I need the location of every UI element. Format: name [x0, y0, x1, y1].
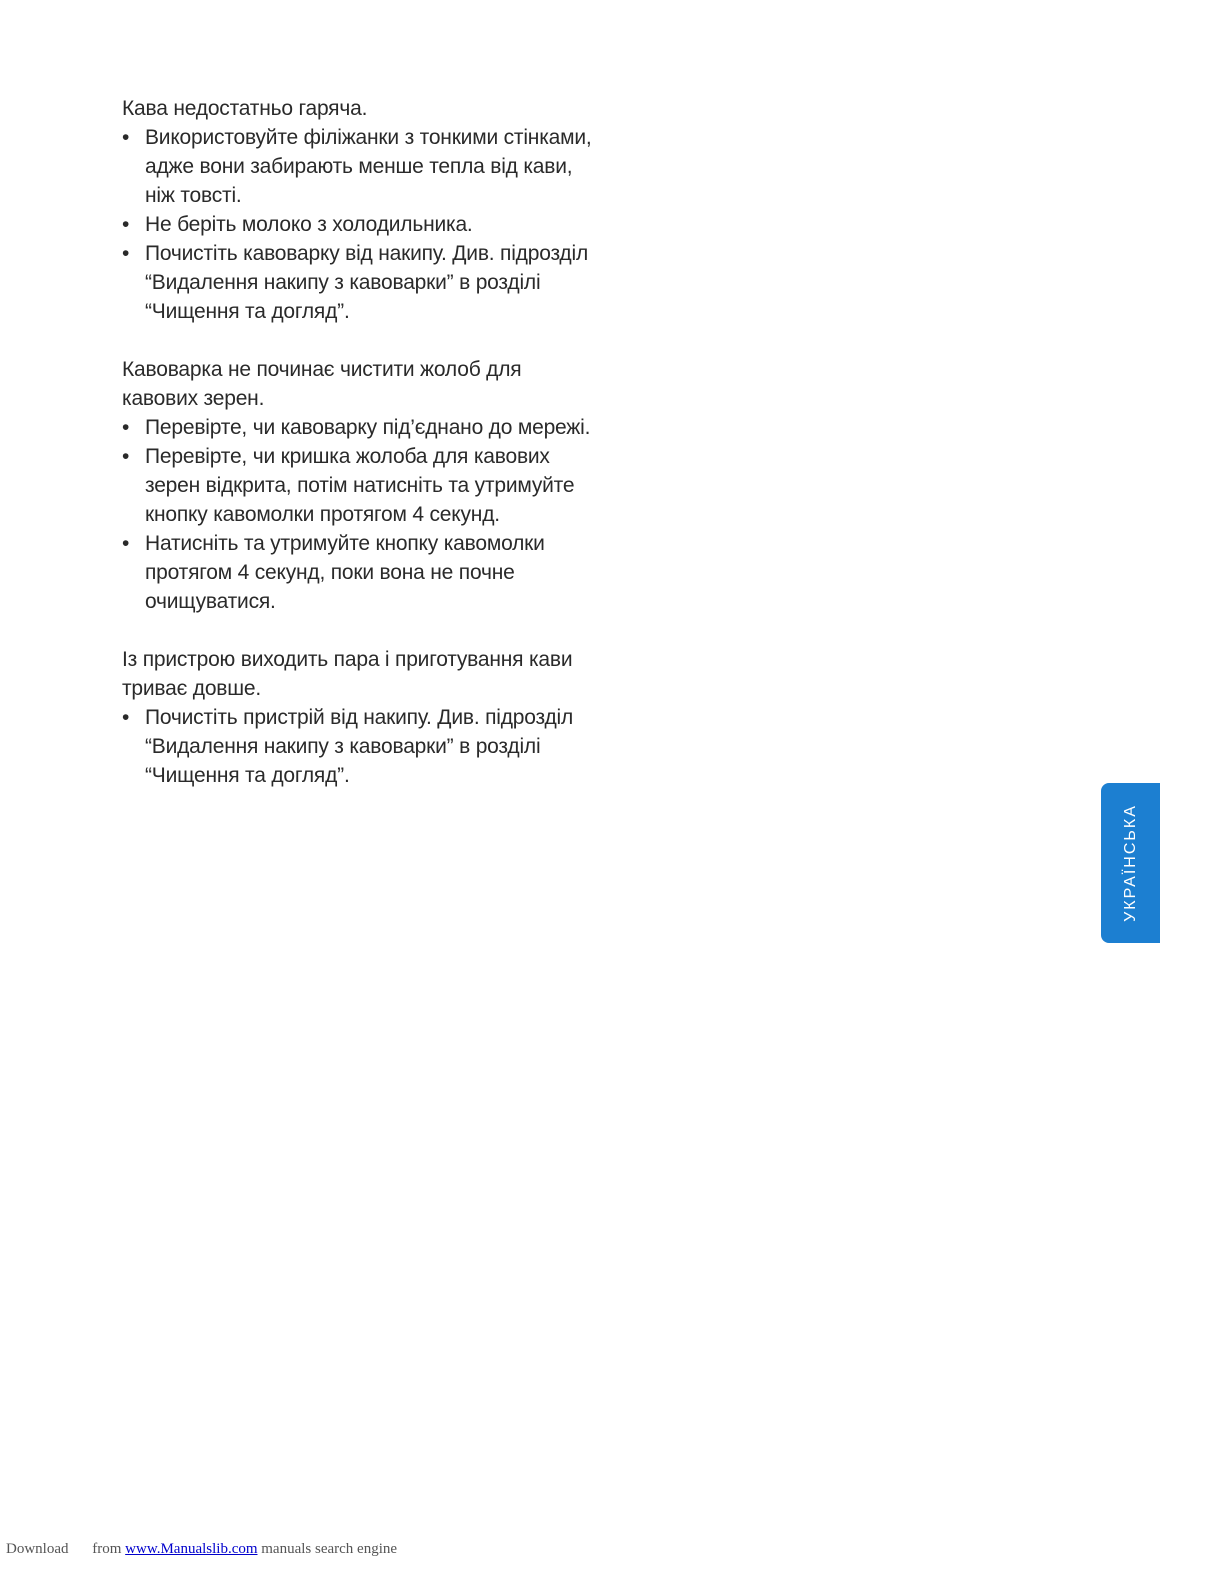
- section-heading: Із пристрою виходить пара і приготування кави триває довше.: [122, 648, 573, 700]
- list-item: • Натисніть та утримуйте кнопку кавомолки протягом 4 секунд, поки вона не почне очищуватися.: [122, 529, 602, 616]
- list-item: • Почистіть кавоварку від накипу. Див. підрозділ “Видалення накипу з кавоварки” в розділі “Чищення та догляд”.: [122, 239, 602, 326]
- footer-link[interactable]: www.Manualslib.com: [125, 1541, 258, 1557]
- list-item: • Почистіть пристрій від накипу. Див. підрозділ “Видалення накипу з кавоварки” в розділі “Чищення та догляд”.: [122, 703, 602, 790]
- bullet-list: [122, 123, 602, 326]
- bullet-list: [122, 413, 602, 616]
- language-tab: [1101, 783, 1160, 943]
- list-item: • Перевірте, чи кавоварку під’єднано до мережі.: [122, 413, 602, 442]
- section-hopper-cleaning: [122, 355, 602, 616]
- list-item: • Перевірте, чи кришка жолоба для кавових зерен відкрита, потім натисніть та утримуйте кнопку кавомолки протягом 4 секунд.: [122, 442, 602, 529]
- list-item: • Використовуйте філіжанки з тонкими стінками, адже вони забирають менше тепла від кави, ніж товсті.: [122, 123, 602, 210]
- bullet-list: [122, 703, 602, 790]
- footer-from: from: [92, 1541, 122, 1557]
- footer: [6, 1541, 397, 1558]
- footer-download: Download: [6, 1541, 69, 1557]
- section-coffee-not-hot: [122, 94, 602, 326]
- section-heading: Кавоварка не починає чистити жолоб для кавових зерен.: [122, 358, 522, 410]
- language-tab-label: УКРАЇНСЬКА: [1121, 804, 1139, 922]
- list-item: • Не беріть молоко з холодильника.: [122, 210, 602, 239]
- troubleshooting-content: [122, 94, 602, 819]
- footer-suffix: manuals search engine: [261, 1541, 398, 1557]
- section-heading: Кава недостатньо гаряча.: [122, 97, 368, 120]
- section-steam: [122, 645, 602, 790]
